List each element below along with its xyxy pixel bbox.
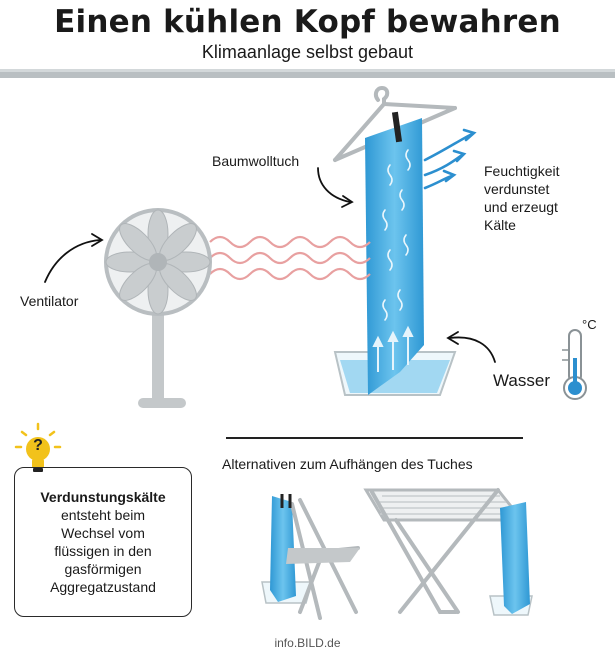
- label-evaporation-line: Feuchtigkeit: [484, 163, 560, 179]
- page-title: Einen kühlen Kopf bewahren: [54, 4, 561, 40]
- alternatives-title: Alternativen zum Aufhängen des Tuches: [222, 456, 473, 472]
- label-water: Wasser: [493, 371, 550, 390]
- label-evaporation-line: und erzeugt: [484, 199, 558, 215]
- cotton-cloth: [365, 112, 424, 395]
- label-evaporation-line: Kälte: [484, 217, 516, 233]
- info-box-line: Wechsel vom: [61, 525, 145, 541]
- hanging-rail: [0, 69, 615, 78]
- label-fan: Ventilator: [20, 293, 79, 309]
- info-box-line: flüssigen in den: [54, 543, 152, 559]
- label-evaporation: [484, 162, 559, 234]
- warm-air-waves: [210, 237, 370, 279]
- thermometer-icon: [562, 330, 586, 399]
- folding-chair-illustration: [262, 494, 360, 618]
- standing-fan: [106, 210, 210, 408]
- question-mark-icon: ?: [33, 437, 43, 454]
- label-evaporation-line: verdunstet: [484, 181, 550, 197]
- page-subtitle: Klimaanlage selbst gebaut: [201, 42, 414, 62]
- label-cloth: Baumwolltuch: [212, 153, 300, 169]
- info-box: [14, 467, 192, 617]
- info-box-heading: Verdunstungskälte: [40, 489, 166, 505]
- evaporation-arrows: [425, 130, 474, 188]
- info-box-line: Aggregatzustand: [50, 579, 156, 595]
- label-temperature-unit: °C: [582, 317, 597, 332]
- source-credit: info.BILD.de: [274, 636, 341, 650]
- drying-rack-illustration: [366, 490, 532, 615]
- info-box-line: entsteht beim: [60, 507, 146, 523]
- info-box-line: gasförmigen: [64, 561, 142, 577]
